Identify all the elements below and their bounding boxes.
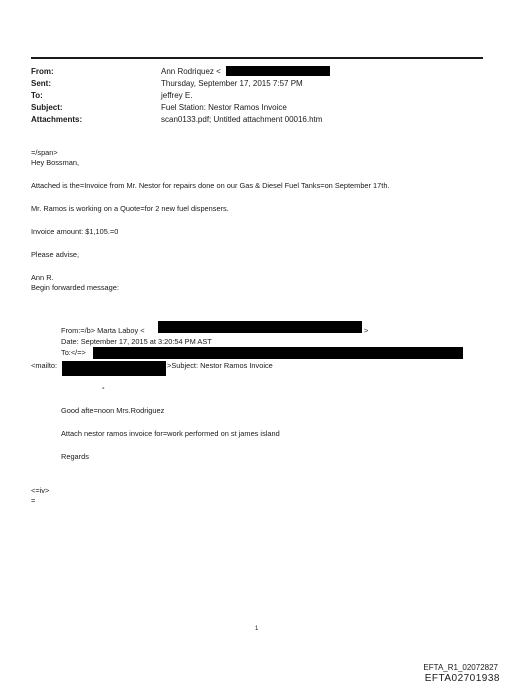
attachments-label: Attachments:: [31, 115, 83, 124]
from-value: Ann Rodriquez <: [161, 67, 221, 76]
sent-value: Thursday, September 17, 2015 7:57 PM: [161, 79, 303, 88]
span-tag-text: =/span>: [31, 148, 58, 157]
forward-subject-line: >Subject: Nestor Ramos Invoice: [167, 361, 273, 370]
redaction-box: [226, 66, 330, 76]
bates-number-secondary: EFTA02701938: [424, 673, 500, 684]
redaction-box: [158, 321, 362, 333]
subject-value: Fuel Station: Nestor Ramos Invoice: [161, 103, 287, 112]
dash-mark: -: [102, 383, 105, 392]
equals-text: =: [31, 496, 36, 505]
please-advise-text: Please advise,: [31, 250, 80, 259]
forward-date-line: Date: September 17, 2015 at 3:20:54 PM AST: [61, 337, 212, 346]
attachments-value: scan0133.pdf; Untitled attachment 00016.htm: [161, 115, 323, 124]
subject-label: Subject:: [31, 103, 63, 112]
forward-closing: Regards: [61, 452, 89, 461]
body-paragraph-1: Attached is the=Invoice from Mr. Nestor for repairs done on our Gas & Diesel Fuel Tanks=on September 17th.: [31, 181, 390, 190]
forward-from-line: From:=/b> Marta Laboy <: [61, 326, 145, 335]
header-rule: [31, 57, 483, 59]
forward-from-end: >: [364, 326, 369, 335]
forwarded-header-text: Begin forwarded message:: [31, 283, 119, 292]
from-label: From:: [31, 67, 54, 76]
greeting-text: Hey Bossman,: [31, 158, 80, 167]
invoice-amount-text: Invoice amount: $1,105.=0: [31, 227, 119, 236]
forward-greeting: Good afte=noon Mrs.Rodriguez: [61, 406, 165, 415]
body-paragraph-2: Mr. Ramos is working on a Quote=for 2 new fuel dispensers.: [31, 204, 229, 213]
forward-to-line: To:</=>: [61, 348, 86, 357]
redaction-box: [93, 347, 463, 359]
sent-label: Sent:: [31, 79, 51, 88]
div-tag-text: <=iv>: [31, 486, 50, 495]
page-number: 1: [255, 626, 259, 632]
to-label: To:: [31, 91, 43, 100]
redaction-box: [62, 361, 166, 376]
signature-text: Ann R.: [31, 273, 54, 282]
bates-number-primary: EFTA_R1_02072827: [423, 663, 498, 672]
mailto-text: <mailto:: [31, 361, 58, 370]
forward-body: Attach nestor ramos invoice for=work performed on st james island: [61, 429, 280, 438]
to-value: jeffrey E.: [161, 91, 193, 100]
